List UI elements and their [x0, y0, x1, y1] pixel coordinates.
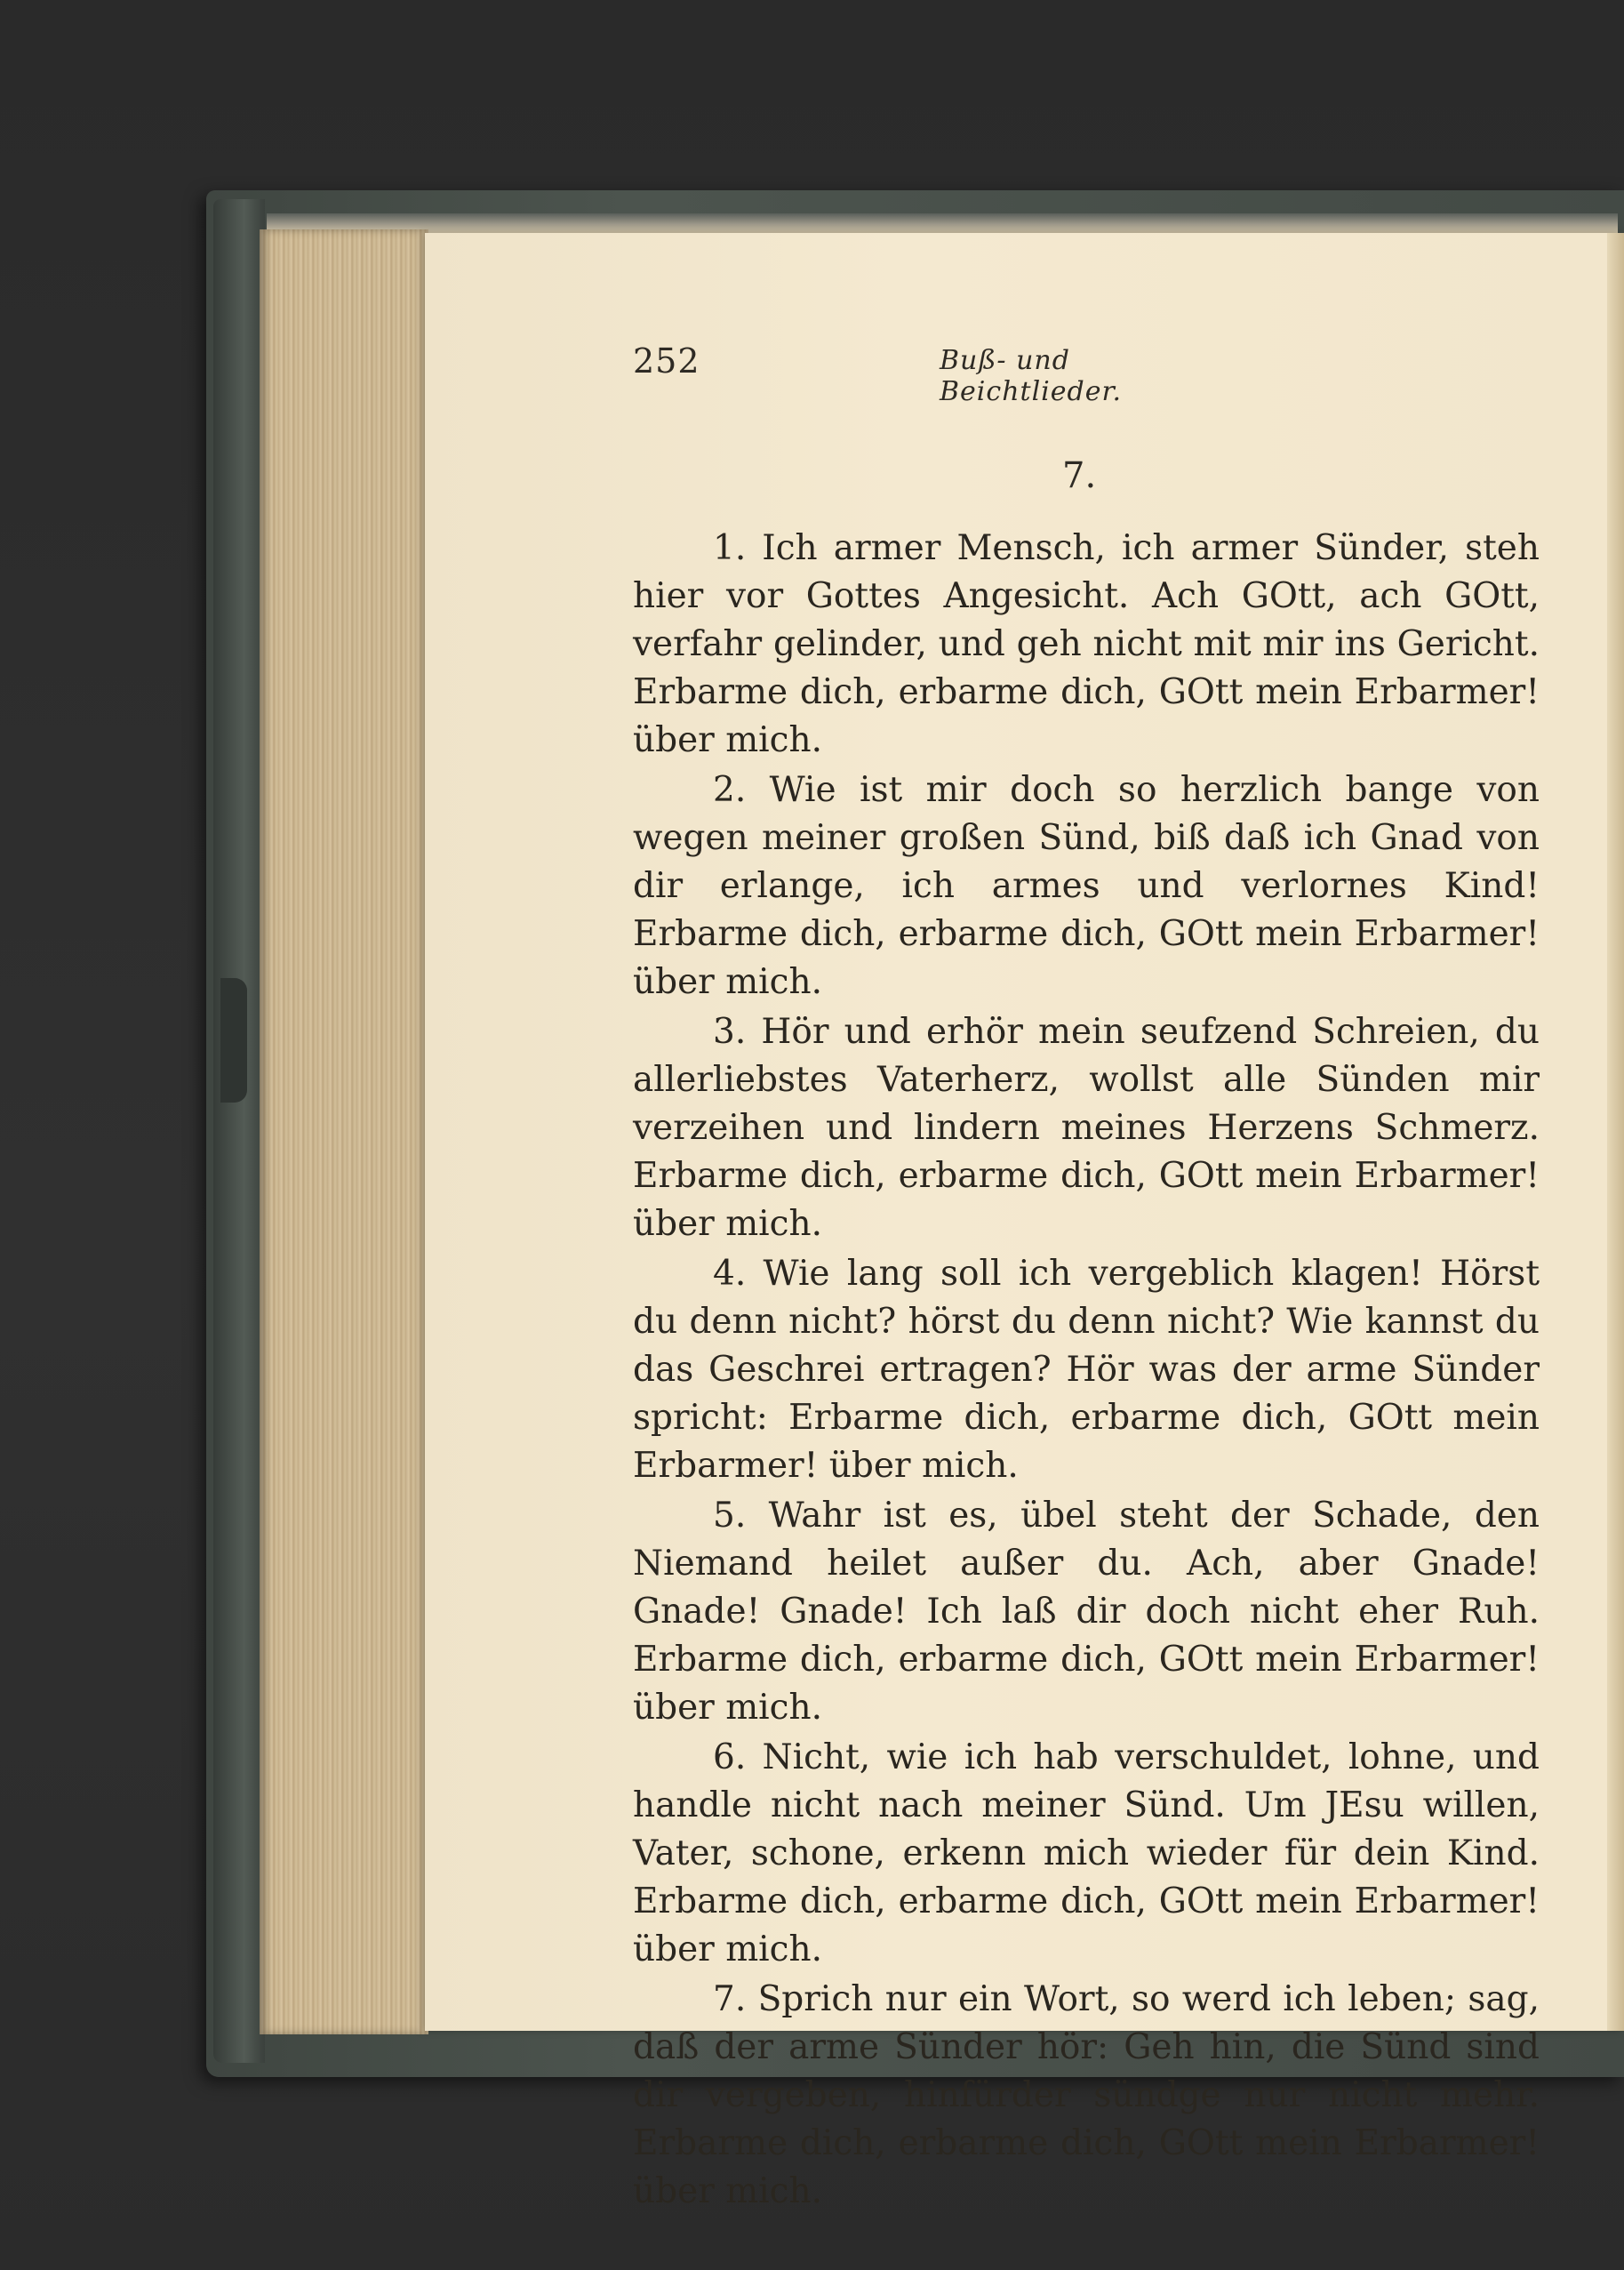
page-stack-top [267, 213, 1618, 235]
book-spine-edge [213, 199, 265, 2063]
page-number: 252 [633, 341, 700, 381]
page-header [633, 341, 1255, 407]
hymn-text [633, 525, 1540, 2218]
stanza-1: 1. Ich armer Mensch, ich armer Sünder, steh hier vor Gottes Angesicht. Ach GOtt, ach GOtt, verfahr gelinder, und geh nicht mit mir ins Gericht. Erbarme dich, erbarme dich, GOtt mein Erbarmer! über mich. [633, 528, 1540, 760]
page-right-edge [1607, 233, 1624, 2031]
stanza-7: 7. Sprich nur ein Wort, so werd ich leben; sag, daß der arme Sünder hör: Geh hin, die Sünd sind dir vergeben, hinfürder sündge nur nicht mehr. Erbarme dich, erbarme dich, GOtt mein Erbarmer! über mich. [633, 1979, 1540, 2211]
stanza-3: 3. Hör und erhör mein seufzend Schreien, du allerliebstes Vaterherz, wollst alle Sünden mir verzeihen und lindern meines Herzens Schmerz. Erbarme dich, erbarme dich, GOtt mein Erbarmer! über mich. [633, 1012, 1540, 1244]
stanza-2: 2. Wie ist mir doch so herzlich bange von wegen meiner großen Sünd, biß daß ich Gnad von dir erlange, ich armes und verlornes Kind! Erbarme dich, erbarme dich, GOtt mein Erbarmer! über mich. [633, 770, 1540, 1002]
stanza-4: 4. Wie lang soll ich vergeblich klagen! Hörst du denn nicht? hörst du denn nicht? Wie kannst du das Geschrei ertragen? Hör was der arme Sünder spricht: Erbarme dich, erbarme dich, GOtt mein Erbarmer! über mich. [633, 1254, 1540, 1486]
stanza-5: 5. Wahr ist es, übel steht der Schade, den Niemand heilet außer du. Ach, aber Gnade! Gnade! Gnade! Ich laß dir doch nicht eher Ruh. Erbarme dich, erbarme dich, GOtt mein Erbarmer! über mich. [633, 1496, 1540, 1728]
cover-notch [220, 978, 247, 1103]
running-title: Buß- und Beichtlieder. [940, 345, 1123, 407]
stanza-6: 6. Nicht, wie ich hab verschuldet, lohne, und handle nicht nach meiner Sünd. Um JEsu willen, Vater, schone, erkenn mich wieder für dein Kind. Erbarme dich, erbarme dich, GOtt mein Erbarmer! über mich. [633, 1737, 1540, 1969]
page-stack [260, 229, 428, 2034]
hymn-number: 7. [1062, 455, 1097, 496]
